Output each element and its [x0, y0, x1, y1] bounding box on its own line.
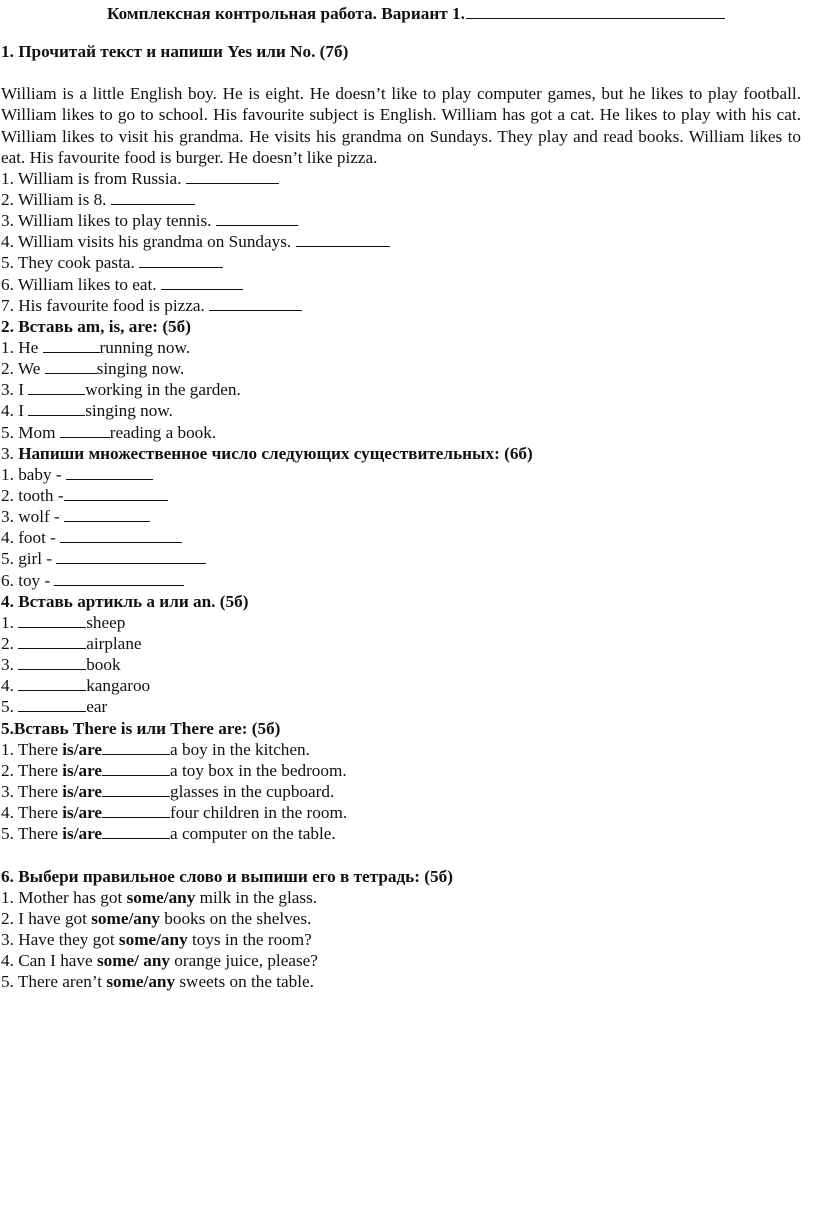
answer-blank	[139, 252, 223, 268]
answer-blank	[18, 675, 86, 691]
answer-blank	[102, 781, 170, 797]
article-item: 4. kangaroo	[1, 676, 151, 696]
plural-item: 3. wolf -	[0, 506, 816, 527]
answer-blank	[18, 612, 86, 628]
choice-item: 3. Have they got some/any toys in the room?	[1, 929, 312, 949]
question-item: 1. William is from Russia.	[0, 168, 816, 189]
answer-blank	[60, 422, 110, 438]
choice-item: 1. Mother has got some/any milk in the glass.	[1, 887, 318, 907]
answer-blank	[64, 485, 168, 501]
answer-blank	[43, 337, 100, 353]
reading-text: William is a little English boy. He is eight. He doesn’t like to play computer games, but he likes to play football. William likes to go to school. His favourite subject is English. William has got a cat. He likes to play with his cat. William likes to visit his grandma. He visits his grandma on Sundays. They play and read books. William likes to eat. His favourite food is burger. He doesn’t like pizza.	[1, 84, 801, 167]
fill-item: 2. We singing now.	[1, 359, 185, 379]
section-1-heading: 1. Прочитай текст и напиши Yes или No. (7б)	[1, 42, 349, 61]
worksheet-title	[107, 3, 725, 24]
article-item: 1. sheep	[1, 612, 126, 632]
plural-item: 2. tooth -	[0, 485, 816, 506]
answer-blank	[60, 527, 182, 543]
there-item: 2. There is/are a toy box in the bedroom.	[1, 760, 347, 780]
answer-blank	[216, 210, 298, 226]
fill-item: 4. I singing now.	[1, 401, 173, 421]
question-item: 2. William is 8.	[0, 189, 816, 210]
answer-blank	[186, 168, 279, 184]
answer-blank	[18, 696, 86, 712]
answer-blank	[54, 570, 184, 586]
answer-blank	[66, 464, 153, 480]
fill-item: 5. Mom reading a book.	[1, 422, 217, 442]
there-item: 3. There is/are glasses in the cupboard.	[1, 781, 335, 801]
there-item: 4. There is/are four children in the room.	[1, 803, 348, 823]
choice-item: 5. There aren’t some/any sweets on the table.	[1, 972, 314, 992]
answer-blank	[102, 823, 170, 839]
answer-blank	[18, 633, 86, 649]
question-item: 6. William likes to eat.	[0, 274, 816, 295]
article-item: 2. airplane	[1, 634, 142, 653]
plural-item: 4. foot -	[0, 527, 816, 548]
section-4-heading: 4. Вставь артикль a или an. (5б)	[1, 591, 249, 611]
plural-item: 1. baby -	[0, 464, 816, 485]
answer-blank	[102, 739, 170, 755]
answer-blank	[64, 506, 150, 522]
there-item: 1. There is/are a boy in the kitchen.	[1, 739, 310, 759]
answer-blank	[102, 802, 170, 818]
section-3-heading: 3. Напиши множественное число следующих существительных: (6б)	[1, 443, 533, 463]
choice-item: 2. I have got some/any books on the shelves.	[1, 908, 312, 928]
answer-blank	[56, 548, 206, 564]
answer-blank	[45, 358, 97, 374]
answer-blank	[102, 760, 170, 776]
answer-blank	[209, 295, 302, 311]
fill-item: 3. I working in the garden.	[1, 380, 241, 400]
answer-blank	[296, 231, 390, 247]
question-item: 3. William likes to play tennis.	[0, 210, 816, 231]
section-5-heading: 5.Вставь There is или There are: (5б)	[1, 718, 281, 738]
title-text: Комплексная контрольная работа. Вариант 1.	[107, 4, 465, 23]
plural-item: 5. girl -	[0, 548, 816, 569]
spacer	[0, 844, 816, 865]
article-item: 5. ear	[1, 697, 108, 717]
question-item: 4. William visits his grandma on Sundays.	[0, 231, 816, 252]
fill-item: 1. He running now.	[1, 338, 191, 358]
answer-blank	[161, 274, 243, 290]
section-2-heading: 2. Вставь am, is, are: (5б)	[1, 316, 191, 336]
worksheet-content	[0, 41, 816, 992]
plural-item: 6. toy -	[0, 570, 816, 591]
there-item: 5. There is/are a computer on the table.	[1, 824, 336, 844]
section-6-heading: 6. Выбери правильное слово и выпиши его в тетрадь: (5б)	[1, 866, 453, 886]
answer-blank	[28, 400, 85, 416]
answer-blank	[28, 379, 85, 395]
answer-blank	[18, 654, 86, 670]
choice-item: 4. Can I have some/ any orange juice, please?	[1, 951, 318, 971]
question-item: 7. His favourite food is pizza.	[0, 295, 816, 316]
spacer	[0, 62, 816, 83]
answer-blank	[111, 189, 195, 205]
article-item: 3. book	[1, 655, 121, 675]
question-item: 5. They cook pasta.	[0, 252, 816, 273]
name-blank	[466, 17, 725, 19]
